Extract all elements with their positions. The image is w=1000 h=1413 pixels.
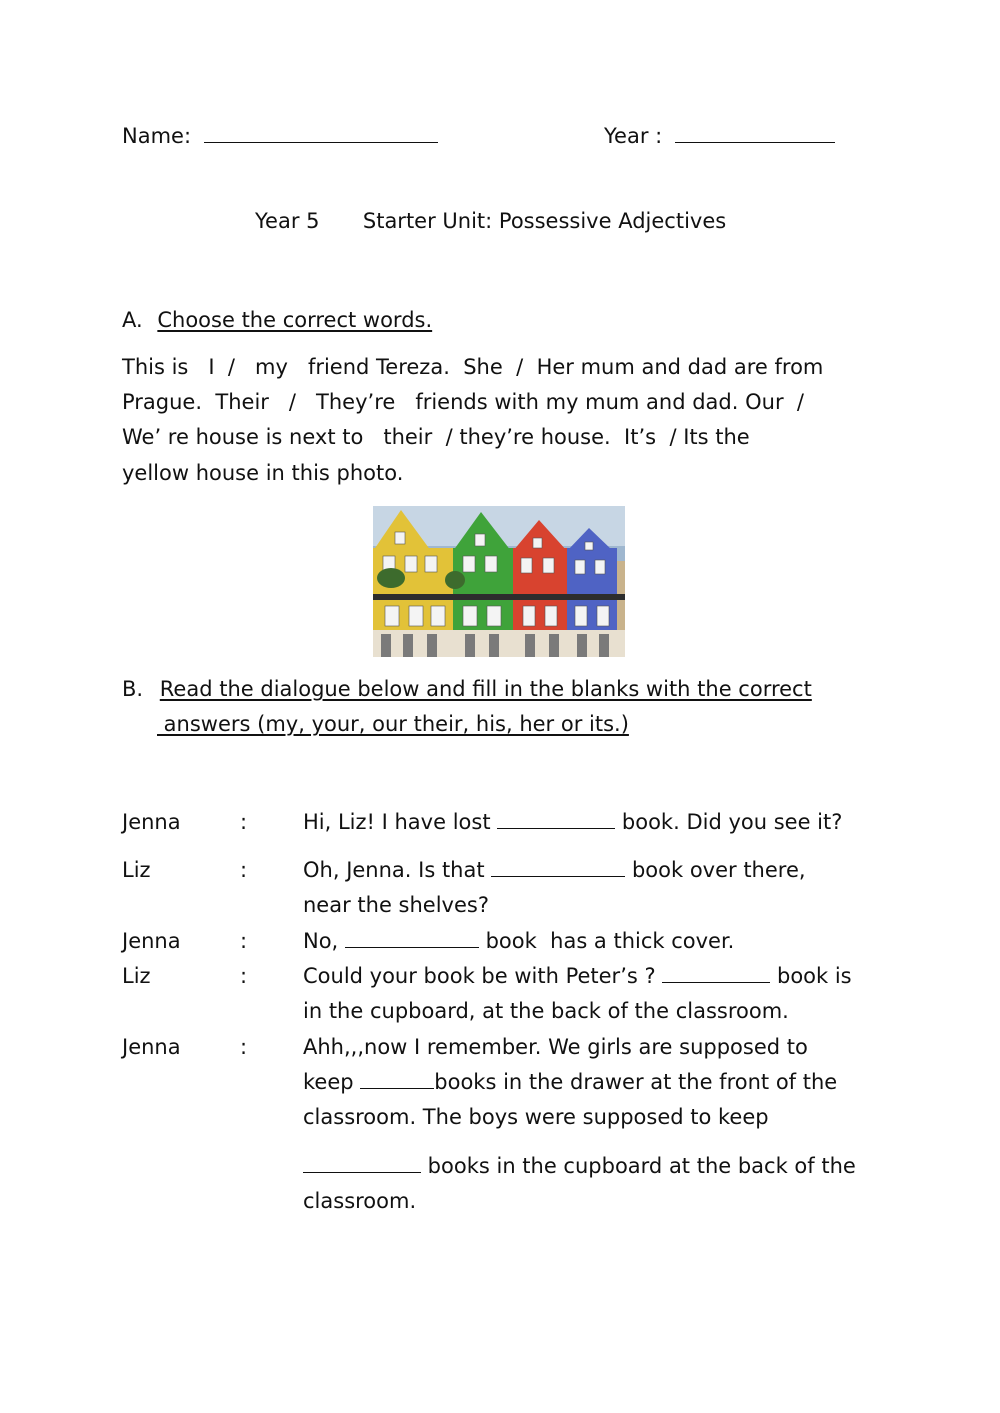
answer-blank[interactable]	[497, 810, 615, 829]
speaker-name: Liz	[122, 964, 151, 988]
section-a-heading	[122, 308, 432, 332]
section-a-letter: A.	[122, 308, 143, 332]
answer-blank[interactable]	[345, 929, 479, 948]
answer-blank[interactable]	[491, 858, 625, 877]
dialogue-continuation: near the shelves?	[303, 893, 489, 917]
dialogue-line	[303, 1070, 837, 1094]
name-field	[122, 124, 438, 148]
speaker-name: Jenna	[122, 1035, 181, 1059]
name-blank[interactable]	[204, 124, 438, 143]
answer-blank[interactable]	[360, 1070, 434, 1089]
section-a-line-2: Prague. Their / They’re friends with my mum and dad. Our /	[122, 390, 804, 414]
section-a-line-4: yellow house in this photo.	[122, 461, 404, 485]
text-before: keep	[303, 1070, 361, 1094]
section-a-instruction: Choose the correct words.	[157, 308, 433, 332]
text-after: book has a thick cover.	[478, 929, 735, 953]
dialogue-line	[303, 964, 852, 988]
houses-photo	[373, 506, 625, 657]
speaker-name: Liz	[122, 858, 151, 882]
dialogue-line	[303, 858, 806, 882]
speaker-colon: :	[240, 964, 248, 988]
section-b-instruction-1: Read the dialogue below and fill in the blanks with the correct	[159, 677, 812, 701]
dialogue-line: classroom. The boys were supposed to keep	[303, 1105, 769, 1129]
dialogue-line	[303, 810, 842, 834]
title-unit: Starter Unit: Possessive Adjectives	[362, 209, 727, 233]
speaker-colon: :	[240, 858, 248, 882]
dialogue-line	[303, 1154, 856, 1178]
text-before: Could your book be with Peter’s ?	[303, 964, 663, 988]
text-after: book is	[770, 964, 852, 988]
section-b-heading	[122, 677, 812, 701]
speaker-name: Jenna	[122, 810, 181, 834]
year-field	[604, 124, 835, 148]
answer-blank[interactable]	[303, 1154, 421, 1173]
answer-blank[interactable]	[662, 964, 770, 983]
text-before: No,	[303, 929, 345, 953]
text-after: book. Did you see it?	[615, 810, 843, 834]
text-after: book over there,	[625, 858, 806, 882]
dialogue-line: classroom.	[303, 1189, 417, 1213]
text-before: Hi, Liz! I have lost	[303, 810, 498, 834]
dialogue-continuation: in the cupboard, at the back of the classroom.	[303, 999, 789, 1023]
page-title	[255, 209, 726, 233]
section-b-instruction-2: answers (my, your, our their, his, her or its.)	[157, 712, 629, 736]
year-blank[interactable]	[675, 124, 835, 143]
section-a-line-1: This is I / my friend Tereza. She / Her mum and dad are from	[122, 355, 824, 379]
speaker-colon: :	[240, 1035, 248, 1059]
speaker-colon: :	[240, 929, 248, 953]
title-year: Year 5	[255, 209, 320, 233]
section-a-line-3: We’ re house is next to their / they’re house. It’s / Its the	[122, 425, 750, 449]
section-b-letter: B.	[122, 677, 144, 701]
year-label: Year :	[604, 124, 663, 148]
speaker-colon: :	[240, 810, 248, 834]
name-label: Name:	[122, 124, 192, 148]
text-before: Oh, Jenna. Is that	[303, 858, 492, 882]
text-after: books in the cupboard at the back of the	[421, 1154, 856, 1178]
text-after: books in the drawer at the front of the	[434, 1070, 838, 1094]
dialogue-line: Ahh,,,now I remember. We girls are supposed to	[303, 1035, 808, 1059]
dialogue-line	[303, 929, 734, 953]
speaker-name: Jenna	[122, 929, 181, 953]
